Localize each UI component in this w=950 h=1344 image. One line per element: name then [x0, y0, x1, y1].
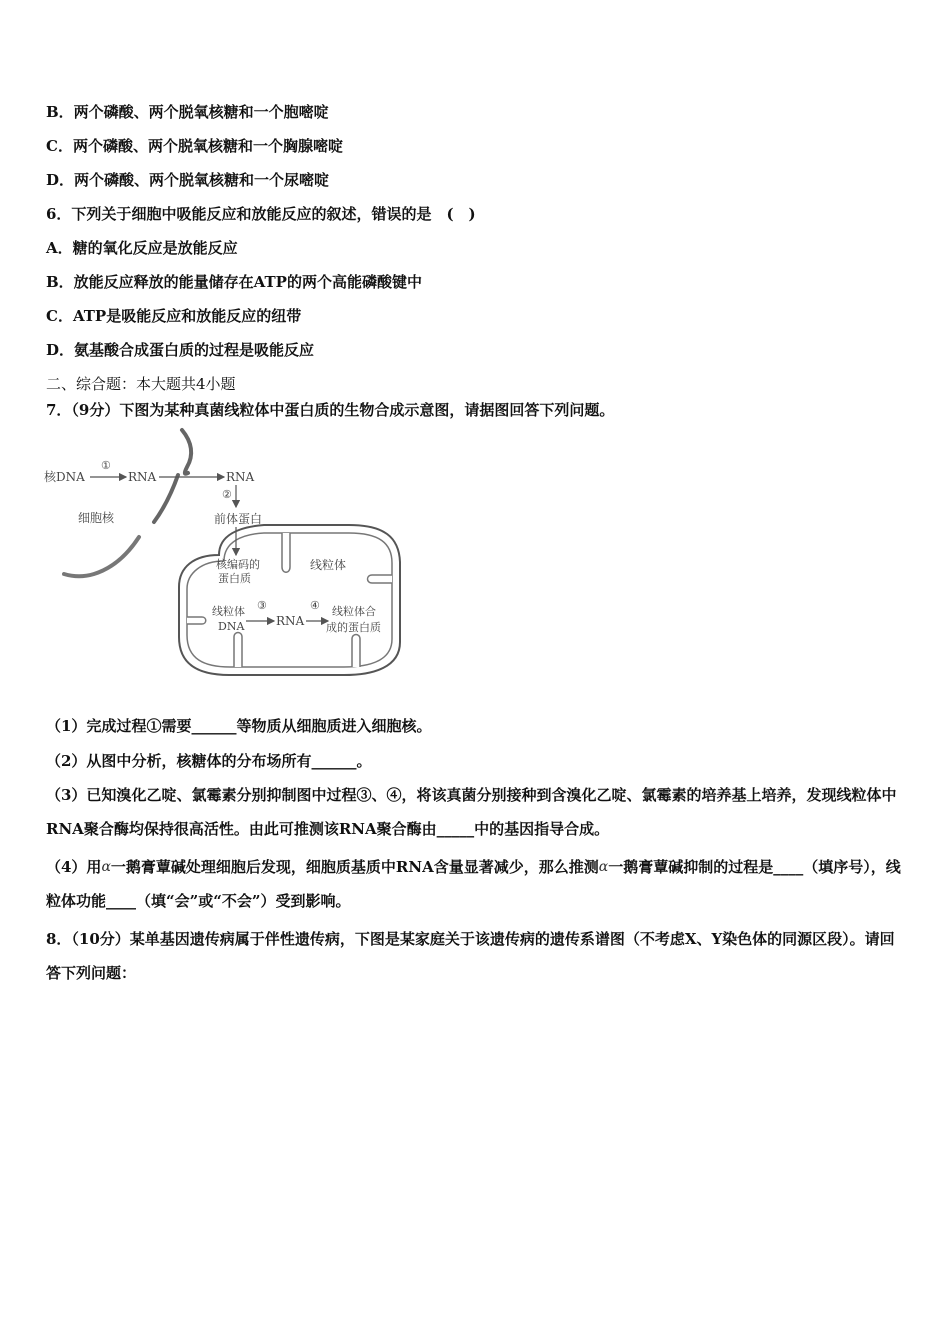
mitochondrial-protein-synthesis-diagram	[44, 427, 414, 682]
q6-option-c: C．ATP是吸能反应和放能反应的纽带	[46, 307, 302, 325]
q7-sub2: （2）从图中分析，核糖体的分布场所有______。	[46, 752, 372, 770]
q6-option-a: A．糖的氧化反应是放能反应	[46, 239, 238, 257]
alpha-symbol: α	[598, 859, 609, 875]
crista	[282, 533, 290, 572]
q5-option-b: B．两个磷酸、两个脱氧核糖和一个胞嘧啶	[46, 103, 329, 121]
step-1-label: ①	[101, 459, 111, 472]
q7-sub3: （3）已知溴化乙啶、氯霉素分别抑制图中过程③、④，将该真菌分别接种到含溴化乙啶、氯霉素的培养基上培养，发现线粒体中RNA聚合酶均保持很高活性。由此可推测该RNA聚合酶由_____中的基因指导合成。	[46, 786, 897, 838]
nuclear-envelope	[154, 475, 178, 522]
crista	[234, 633, 242, 668]
rna-label-1: RNA	[128, 470, 157, 484]
q8-stem: 8．（10分）某单基因遗传病属于伴性遗传病，下图是某家庭关于该遗传病的遗传系谱图（不考虑X、Y染色体的同源区段）。请回答下列问题：	[46, 930, 895, 982]
q6-option-d: D．氨基酸合成蛋白质的过程是吸能反应	[46, 341, 315, 359]
nucleus-label: 细胞核	[78, 511, 115, 525]
nuclear-encoded-label: 核编码的	[216, 558, 260, 571]
nuclear-envelope	[182, 430, 191, 474]
alpha-symbol: α	[101, 859, 111, 875]
q5-option-c: C．两个磷酸、两个脱氧核糖和一个胸腺嘧啶	[46, 137, 343, 155]
crista	[368, 575, 393, 583]
rna-label-3: RNA	[276, 614, 305, 628]
crista	[352, 635, 360, 668]
section-title: 二、综合题：本大题共4小题	[46, 375, 236, 393]
step-4-label: ④	[310, 599, 320, 612]
q7-stem: 7．（9分）下图为某种真菌线粒体中蛋白质的生物合成示意图，请据图回答下列问题。	[46, 401, 615, 419]
q6-stem: 6．下列关于细胞中吸能反应和放能反应的叙述，错误的是 ( )	[46, 205, 476, 223]
nuclear-envelope	[64, 537, 139, 576]
mito-dna-label: 线粒体	[212, 605, 245, 618]
q7-sub4-post: 一鹅膏蕈碱抑制的过程是____（填序号），线粒体功能____（填“会”或“不会”）受到影响。	[46, 858, 901, 910]
q6-option-b: B．放能反应释放的能量储存在ATP的两个高能磷酸键中	[46, 273, 422, 291]
mito-protein-label: 线粒体合	[332, 605, 376, 618]
q7-sub4	[46, 850, 908, 918]
crista	[187, 617, 206, 624]
q5-option-d: D．两个磷酸、两个脱氧核糖和一个尿嘧啶	[46, 171, 330, 189]
q7-sub4-mid: 一鹅膏蕈碱处理细胞后发现，细胞质基质中RNA含量显著减少，那么推测	[110, 858, 599, 876]
nuclear-encoded-label: 蛋白质	[218, 572, 251, 585]
step-2-label: ②	[222, 488, 232, 501]
rna-label-2: RNA	[226, 470, 255, 484]
mito-protein-label: 成的蛋白质	[326, 621, 381, 634]
mitochondrion-label: 线粒体	[310, 558, 347, 572]
nuclear-dna-label: 核DNA	[44, 470, 85, 484]
precursor-protein-label: 前体蛋白	[214, 512, 263, 526]
q7-sub1: （1）完成过程①需要______等物质从细胞质进入细胞核。	[46, 717, 432, 735]
mito-dna-label: DNA	[218, 620, 245, 633]
step-3-label: ③	[257, 599, 267, 612]
q7-sub4-pre: （4）用	[46, 858, 102, 876]
